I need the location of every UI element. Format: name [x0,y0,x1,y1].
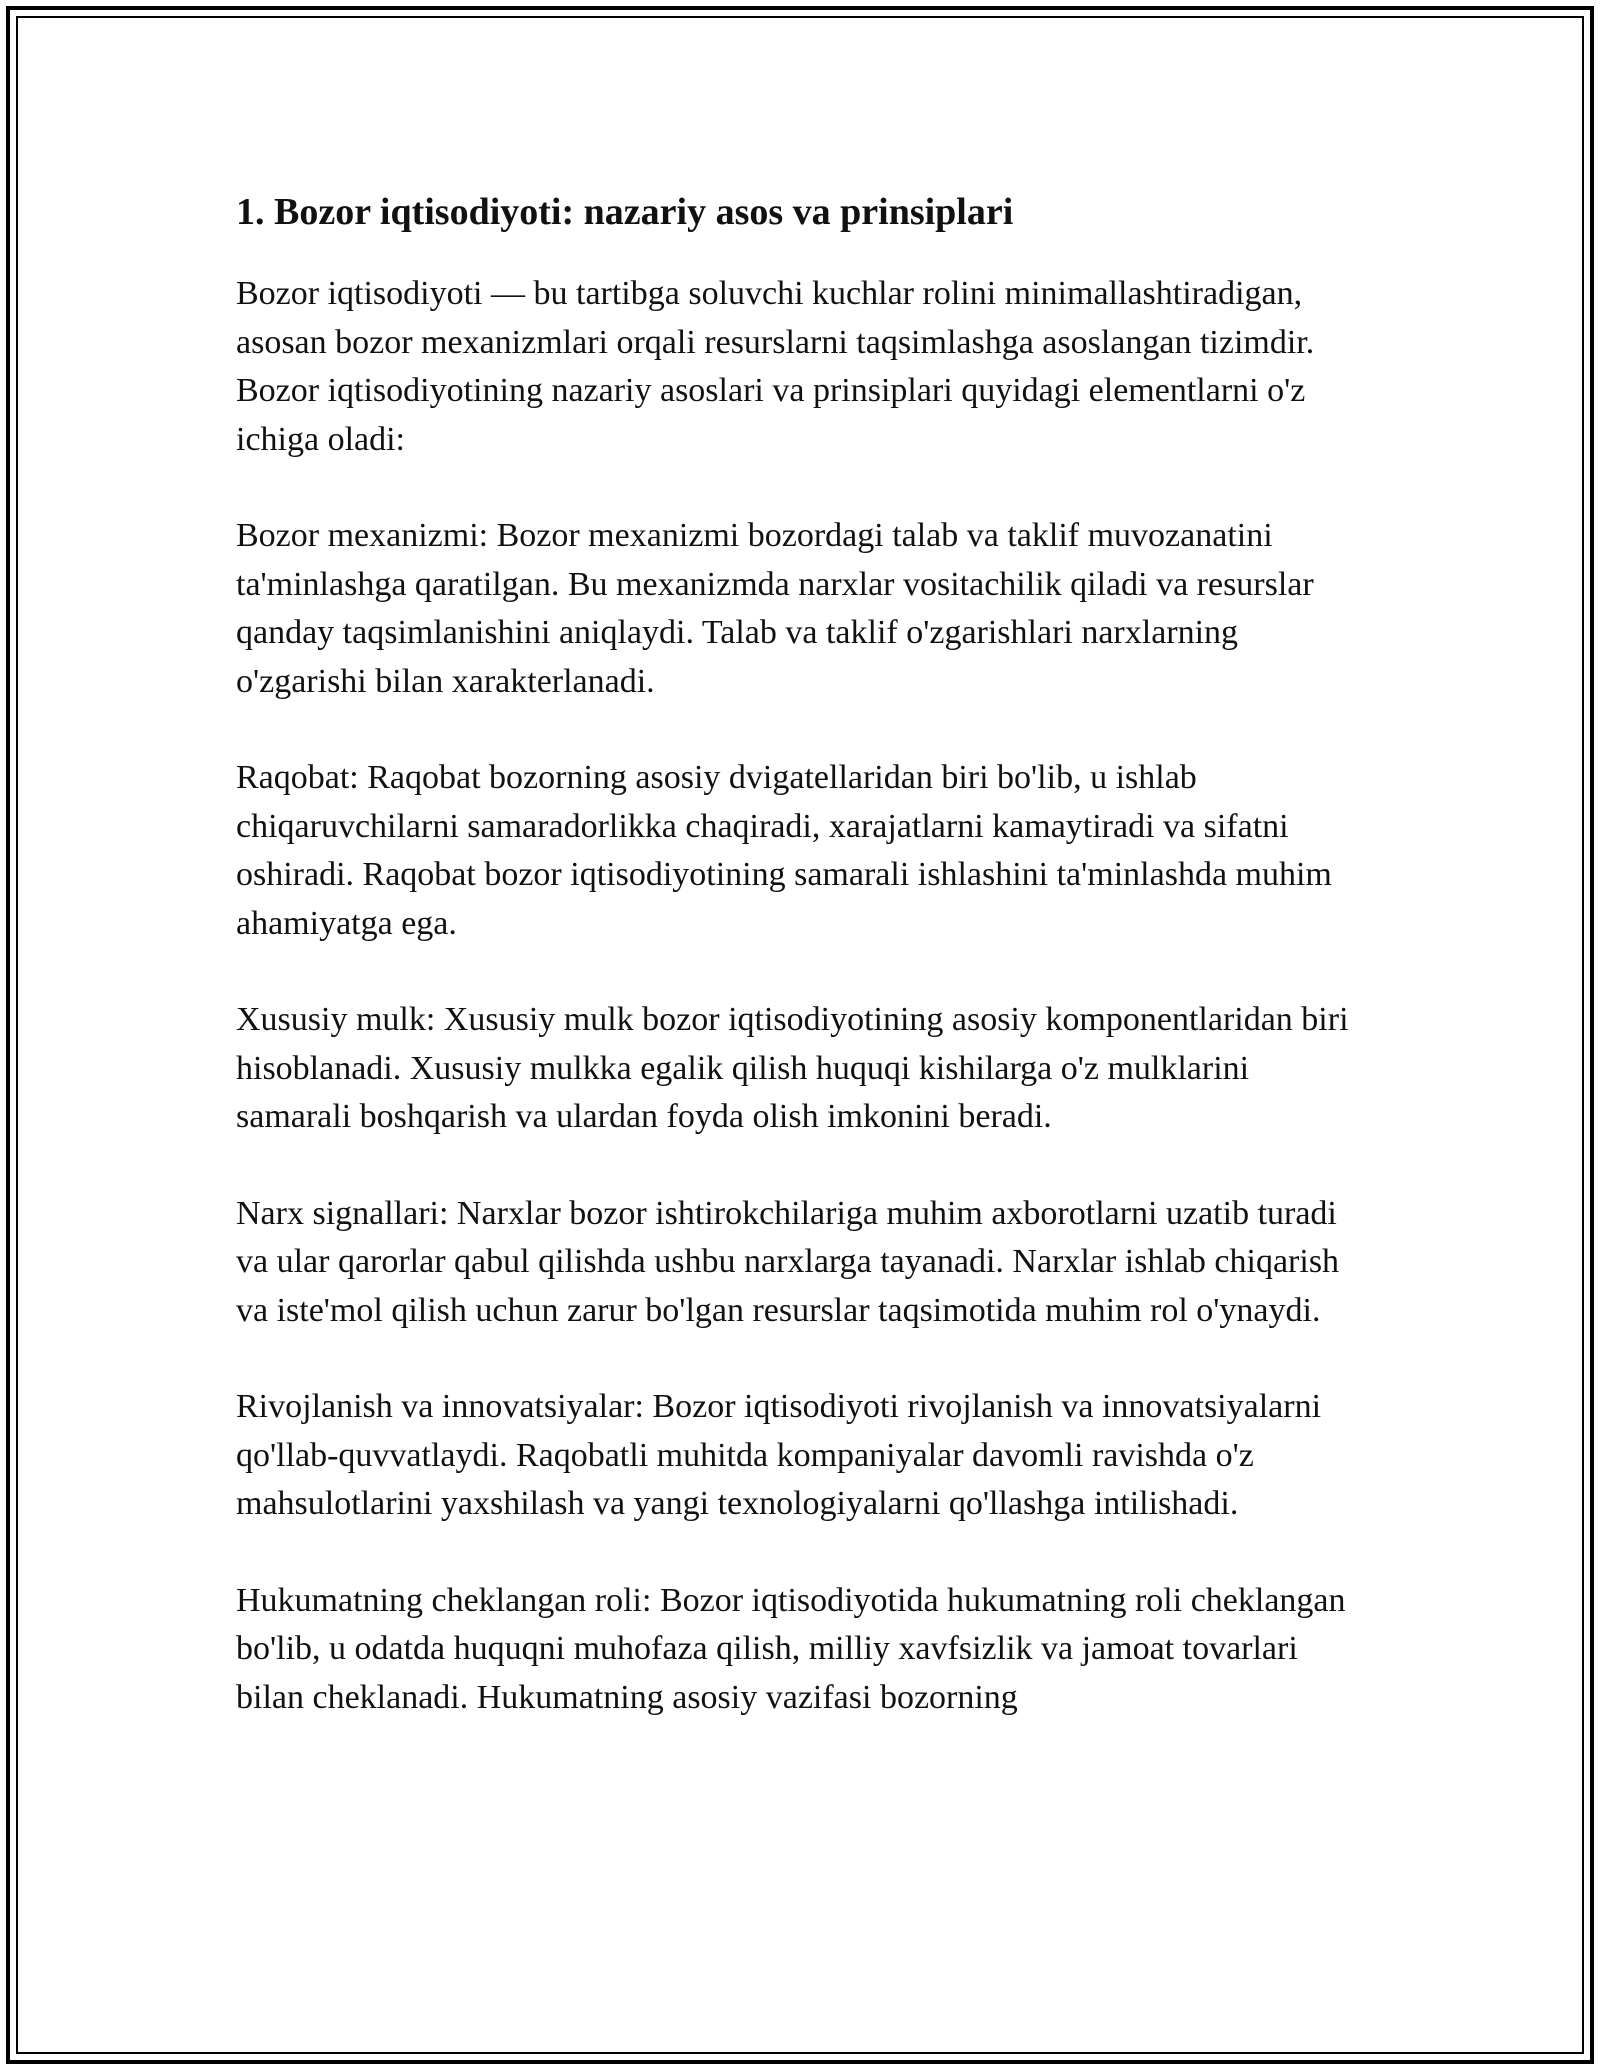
paragraph-xususiy-mulk: Xususiy mulk: Xususiy mulk bozor iqtisodiyotining asosiy komponentlaridan biri hisoblanadi. Xususiy mulkka egalik qilish huquqi kishilarga o'z mulklarini samarali boshqarish va ulardan foyda olish imkonini beradi. [236,1001,1349,1135]
section-heading: 1. Bozor iqtisodiyoti: nazariy asos va prinsiplari [236,191,1014,233]
paragraph-rivojlanish: Rivojlanish va innovatsiyalar: Bozor iqtisodiyoti rivojlanish va innovatsiyalarni qo'llab-quvvatlaydi. Raqobatli muhitda kompaniyalar davomli ravishda o'z mahsulotlarini yaxshilash va yangi texnologiyalarni qo'llashga intilishadi. [236,1388,1322,1522]
paragraph-bozor-mexanizmi: Bozor mexanizmi: Bozor mexanizmi bozordagi talab va taklif muvozanatini ta'minlashga qaratilgan. Bu mexanizmda narxlar vositachilik qiladi va resurslar qanday taqsimlanishini aniqlaydi. Talab va taklif o'zgarishlari narxlarning o'zgarishi bilan xarakterlanadi. [236,517,1314,700]
document-body [236,186,1366,1770]
paragraph-hukumat-roli: Hukumatning cheklangan roli: Bozor iqtisodiyotida hukumatning roli cheklangan bo'lib, u odatda huquqni muhofaza qilish, milliy xavfsizlik va jamoat tovarlari bilan cheklanadi. Hukumatning asosiy vazifasi bozorning [236,1581,1346,1716]
paragraph-intro: Bozor iqtisodiyoti — bu tartibga soluvchi kuchlar rolini minimallashtiradigan, asosan bozor mexanizmlari orqali resurslarni taqsimlashga asoslangan tizimdir. Bozor iqtisodiyotining nazariy asoslari va prinsiplari quyidagi elementlarni o'z ichiga oladi: [236,275,1315,458]
paragraph-narx-signallari: Narx signallari: Narxlar bozor ishtirokchilariga muhim axborotlarni uzatib turadi va ular qarorlar qabul qilishda ushbu narxlarga tayanadi. Narxlar ishlab chiqarish va iste'mol qilish uchun zarur bo'lgan resurslar taqsimotida muhim rol o'ynaydi. [236,1194,1340,1329]
paragraph-raqobat: Raqobat: Raqobat bozorning asosiy dvigatellaridan biri bo'lib, u ishlab chiqaruvchilarni samaradorlikka chaqiradi, xarajatlarni kamaytiradi va sifatni oshiradi. Raqobat bozor iqtisodiyotining samarali ishlashini ta'minlashda muhim ahamiyatga ega. [236,759,1332,942]
